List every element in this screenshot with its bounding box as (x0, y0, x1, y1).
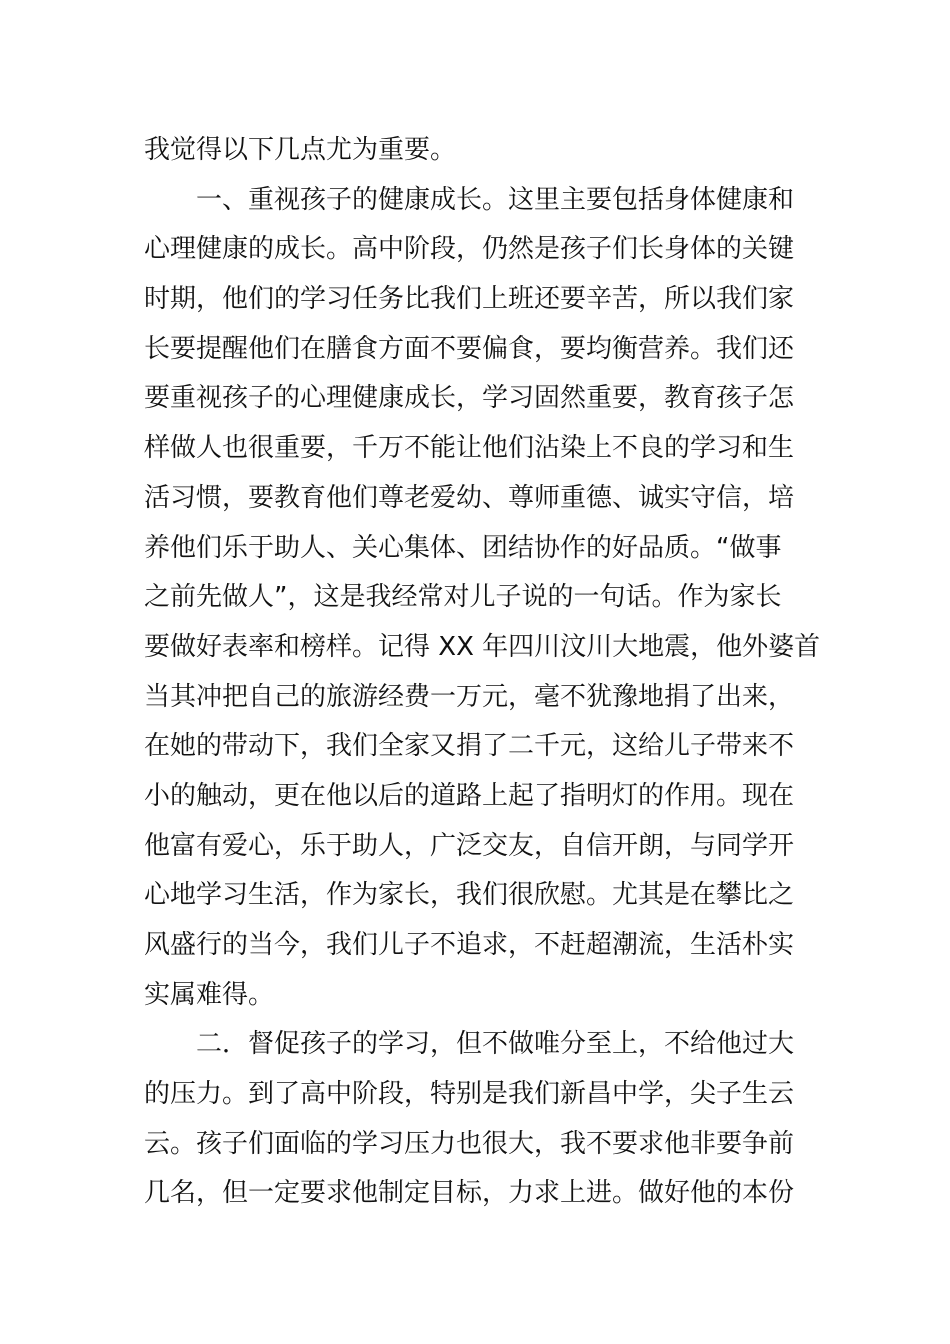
text-line: 活习惯，要教育他们尊老爱幼、尊师重德、诚实守信，培 (144, 482, 795, 513)
text-line: 心地学习生活，作为家长，我们很欣慰。尤其是在攀比之 (144, 880, 795, 911)
text-line: 养他们乐于助人、关心集体、团结协作的好品质。“做事 (144, 532, 782, 563)
paragraph-first-line: 一、重视孩子的健康成长。这里主要包括身体健康和 (196, 184, 795, 215)
text-line: 当其冲把自己的旅游经费一万元，毫不犹豫地捐了出来， (144, 681, 795, 712)
text-line: 他富有爱心，乐于助人，广泛交友，自信开朗，与同学开 (144, 830, 795, 861)
text-line: 几名，但一定要求他制定目标，力求上进。做好他的本份 (144, 1178, 795, 1209)
text-line: 我觉得以下几点尤为重要。 (144, 135, 457, 165)
text-line: 风盛行的当今，我们儿子不追求，不赶超潮流，生活朴实 (144, 930, 795, 960)
text-line: 之前先做人”，这是我经常对儿子说的一句话。作为家长 (144, 582, 782, 613)
text-line: 云。孩子们面临的学习压力也很大，我不要求他非要争前 (144, 1128, 795, 1159)
text-line: 长要提醒他们在膳食方面不要偏食，要均衡营养。我们还 (144, 333, 795, 364)
paragraph-first-line: 二．督促孩子的学习，但不做唯分至上，不给他过大 (196, 1029, 795, 1060)
text-line: 时期，他们的学习任务比我们上班还要辛苦，所以我们家 (144, 284, 795, 315)
text-line: 心理健康的成长。高中阶段，仍然是孩子们长身体的关键 (144, 234, 795, 265)
text-line: 要重视孩子的心理健康成长，学习固然重要，教育孩子怎 (144, 383, 795, 414)
text-line: 要做好表率和榜样。记得 XX 年四川汶川大地震，他外婆首 (144, 631, 821, 662)
body-text (144, 126, 821, 1219)
text-line: 小的触动，更在他以后的道路上起了指明灯的作用。现在 (144, 780, 795, 811)
text-line: 样做人也很重要，千万不能让他们沾染上不良的学习和生 (144, 433, 795, 464)
text-line: 在她的带动下，我们全家又捐了二千元，这给儿子带来不 (144, 731, 795, 762)
text-line: 实属难得。 (144, 979, 275, 1010)
text-line: 的压力。到了高中阶段，特别是我们新昌中学，尖子生云 (144, 1079, 795, 1110)
